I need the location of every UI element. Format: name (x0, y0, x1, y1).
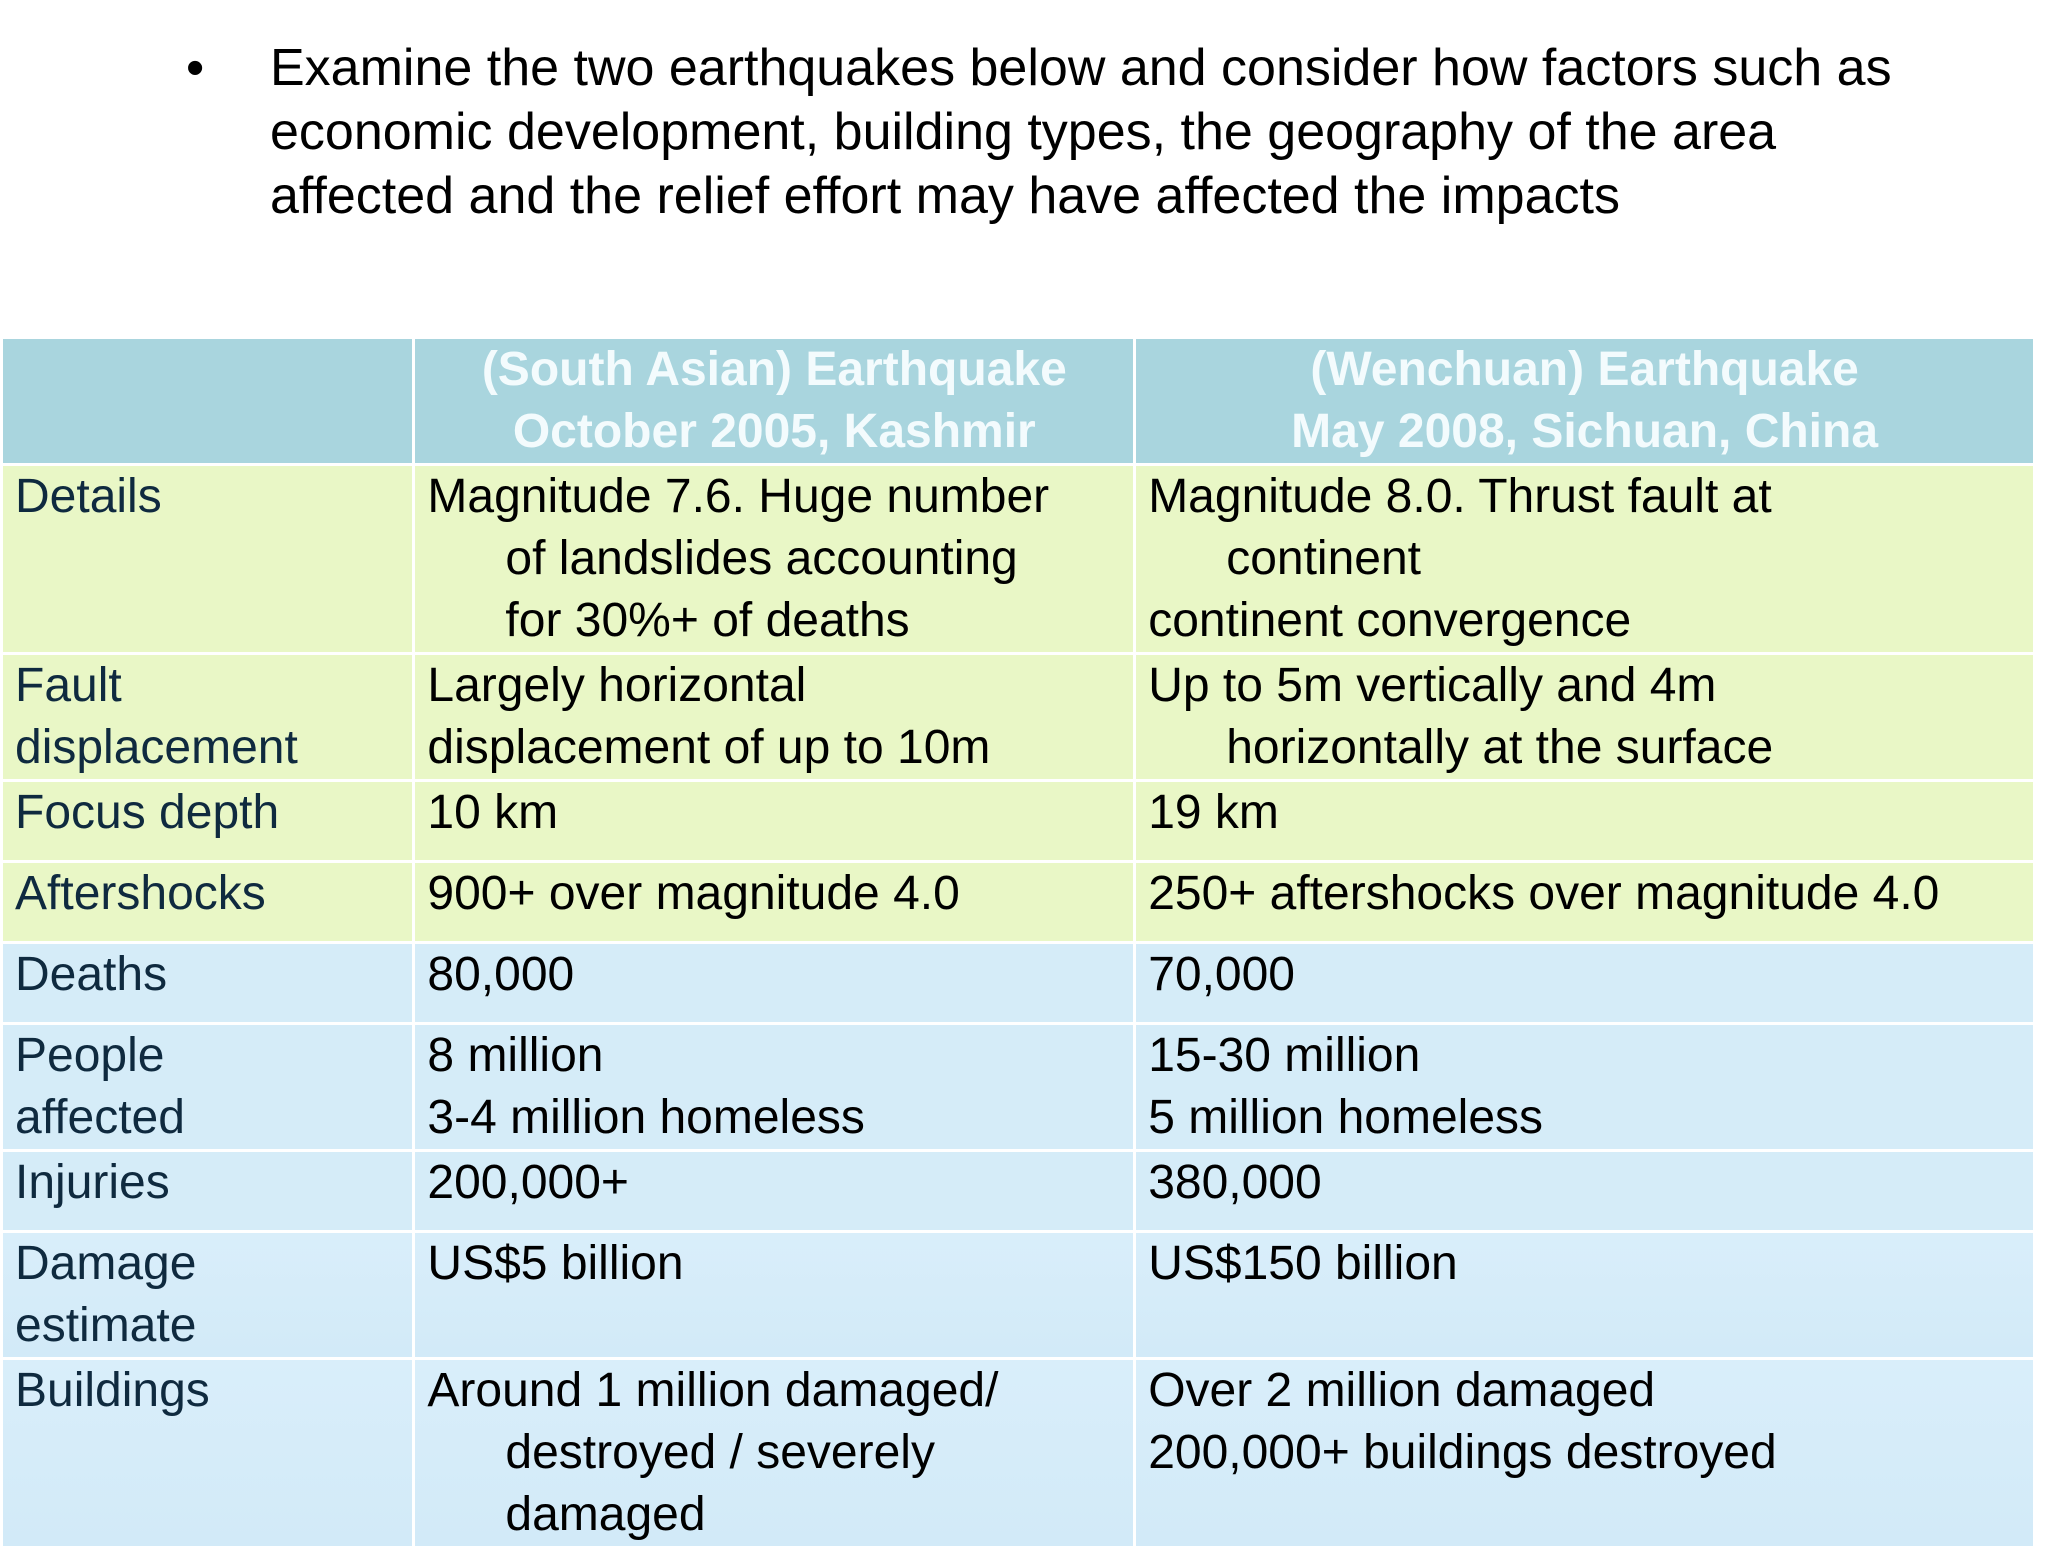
table-row-damage-estimate (3, 1233, 2033, 1357)
row-label-focus-depth: Focus depth (3, 782, 412, 860)
instruction-bullet (186, 36, 1986, 228)
bullet-point: • (186, 39, 205, 97)
kashmir-aftershocks: 900+ over magnitude 4.0 (415, 863, 1133, 941)
sichuan-people-affected: 15-30 million 5 million homeless (1136, 1025, 2033, 1149)
table-row-aftershocks (3, 863, 2033, 941)
kashmir-damage-estimate: US$5 billion (415, 1233, 1133, 1357)
table-row-buildings (3, 1360, 2033, 1546)
sichuan-buildings: Over 2 million damaged 200,000+ buildings destroyed (1136, 1360, 2033, 1546)
kashmir-focus-depth: 10 km (415, 782, 1133, 860)
header-empty-cell (3, 339, 412, 463)
sichuan-damage-estimate: US$150 billion (1136, 1233, 2033, 1357)
sichuan-fault-displacement: Up to 5m vertically and 4m horizontally at the surface (1136, 655, 2033, 779)
row-label-fault-displacement: Fault displacement (3, 655, 412, 779)
table-row-focus-depth (3, 782, 2033, 860)
earthquake-comparison-table (0, 336, 2036, 1549)
kashmir-details: Magnitude 7.6. Huge number of landslides accounting for 30%+ of deaths (415, 466, 1133, 652)
row-label-people-affected: People affected (3, 1025, 412, 1149)
table-row-deaths (3, 944, 2033, 1022)
table-row-fault-displacement (3, 655, 2033, 779)
kashmir-fault-displacement: Largely horizontal displacement of up to 10m (415, 655, 1133, 779)
sichuan-deaths: 70,000 (1136, 944, 2033, 1022)
kashmir-injuries: 200,000+ (415, 1152, 1133, 1230)
row-label-buildings: Buildings (3, 1360, 412, 1546)
table-row-injuries (3, 1152, 2033, 1230)
sichuan-injuries: 380,000 (1136, 1152, 2033, 1230)
row-label-injuries: Injuries (3, 1152, 412, 1230)
sichuan-aftershocks: 250+ aftershocks over magnitude 4.0 (1136, 863, 2033, 941)
sichuan-details: Magnitude 8.0. Thrust fault at continent continent convergence (1136, 466, 2033, 652)
kashmir-people-affected: 8 million 3-4 million homeless (415, 1025, 1133, 1149)
kashmir-buildings: Around 1 million damaged/ destroyed / severely damaged (415, 1360, 1133, 1546)
row-label-aftershocks: Aftershocks (3, 863, 412, 941)
kashmir-deaths: 80,000 (415, 944, 1133, 1022)
header-row (3, 339, 2033, 463)
header-sichuan: (Wenchuan) Earthquake May 2008, Sichuan, China (1136, 339, 2033, 463)
table-row-people-affected (3, 1025, 2033, 1149)
instruction-text: Examine the two earthquakes below and consider how factors such as economic development, building types, the geography of the area affected and the relief effort may have affected the impacts (270, 39, 1892, 225)
row-label-damage-estimate: Damage estimate (3, 1233, 412, 1357)
row-label-details: Details (3, 466, 412, 652)
table-row-details (3, 466, 2033, 652)
sichuan-focus-depth: 19 km (1136, 782, 2033, 860)
header-kashmir: (South Asian) Earthquake October 2005, Kashmir (415, 339, 1133, 463)
row-label-deaths: Deaths (3, 944, 412, 1022)
